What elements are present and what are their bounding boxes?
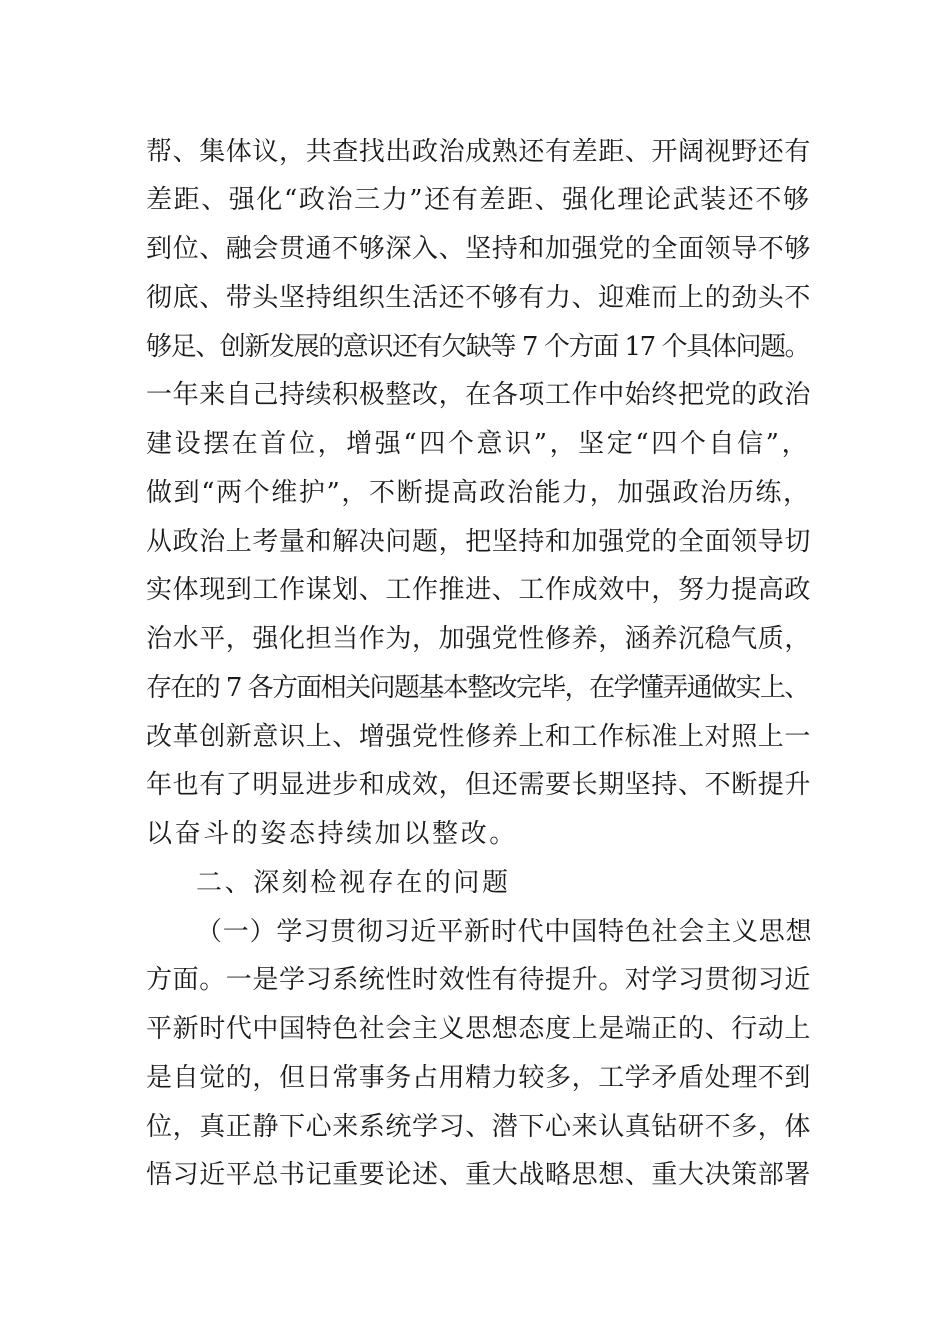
- text-line: 以奋斗的姿态持续加以整改。: [146, 819, 518, 849]
- text-line: 存在的 7 各方面相关问题基本整改完毕，在学懂弄通做实上、: [146, 673, 809, 703]
- text-line: 建设摆在首位，增强“四个意识”，坚定“四个自信”，: [146, 429, 811, 459]
- text-line: 方面。一是学习系统性时效性有待提升。对学习贯彻习近: [146, 965, 812, 995]
- text-line: 悟习近平总书记重要论述、重大战略思想、重大决策部署: [146, 1160, 812, 1190]
- text-line: 彻底、带头坚持组织生活还不够有力、迎难而上的劲头不: [146, 283, 812, 313]
- text-line: 是自觉的，但日常事务占用精力较多，工学矛盾处理不到: [146, 1063, 812, 1093]
- text-line: 位，真正静下心来系统学习、潜下心来认真钻研不多，体: [146, 1112, 812, 1142]
- section-heading: 二、深刻检视存在的问题: [196, 868, 511, 898]
- text-line: 从政治上考量和解决问题，把坚持和加强党的全面领导切: [146, 527, 812, 557]
- text-line: 帮、集体议，共查找出政治成熟还有差距、开阔视野还有: [146, 137, 812, 167]
- text-line: 差距、强化“政治三力”还有差距、强化理论武装还不够: [146, 185, 811, 215]
- text-line: 到位、融会贯通不够深入、坚持和加强党的全面领导不够: [146, 234, 812, 264]
- text-line: 改革创新意识上、增强党性修养上和工作标准上对照上一: [146, 722, 812, 752]
- text-line: 做到“两个维护”，不断提高政治能力，加强政治历练，: [146, 478, 811, 508]
- text-line: 实体现到工作谋划、工作推进、工作成效中，努力提高政: [146, 575, 812, 605]
- text-line: 年也有了明显进步和成效，但还需要长期坚持、不断提升: [146, 770, 812, 800]
- text-line: 一年来自己持续积极整改，在各项工作中始终把党的政治: [146, 380, 812, 410]
- subsection-heading: （一）学习贯彻习近平新时代中国特色社会主义思想: [196, 917, 813, 947]
- text-line: 够足、创新发展的意识还有欠缺等 7 个方面 17 个具体问题。: [146, 332, 810, 362]
- text-line: 治水平，强化担当作为，加强党性修养，涵养沉稳气质，: [146, 624, 812, 654]
- text-line: 平新时代中国特色社会主义思想态度上是端正的、行动上: [146, 1014, 812, 1044]
